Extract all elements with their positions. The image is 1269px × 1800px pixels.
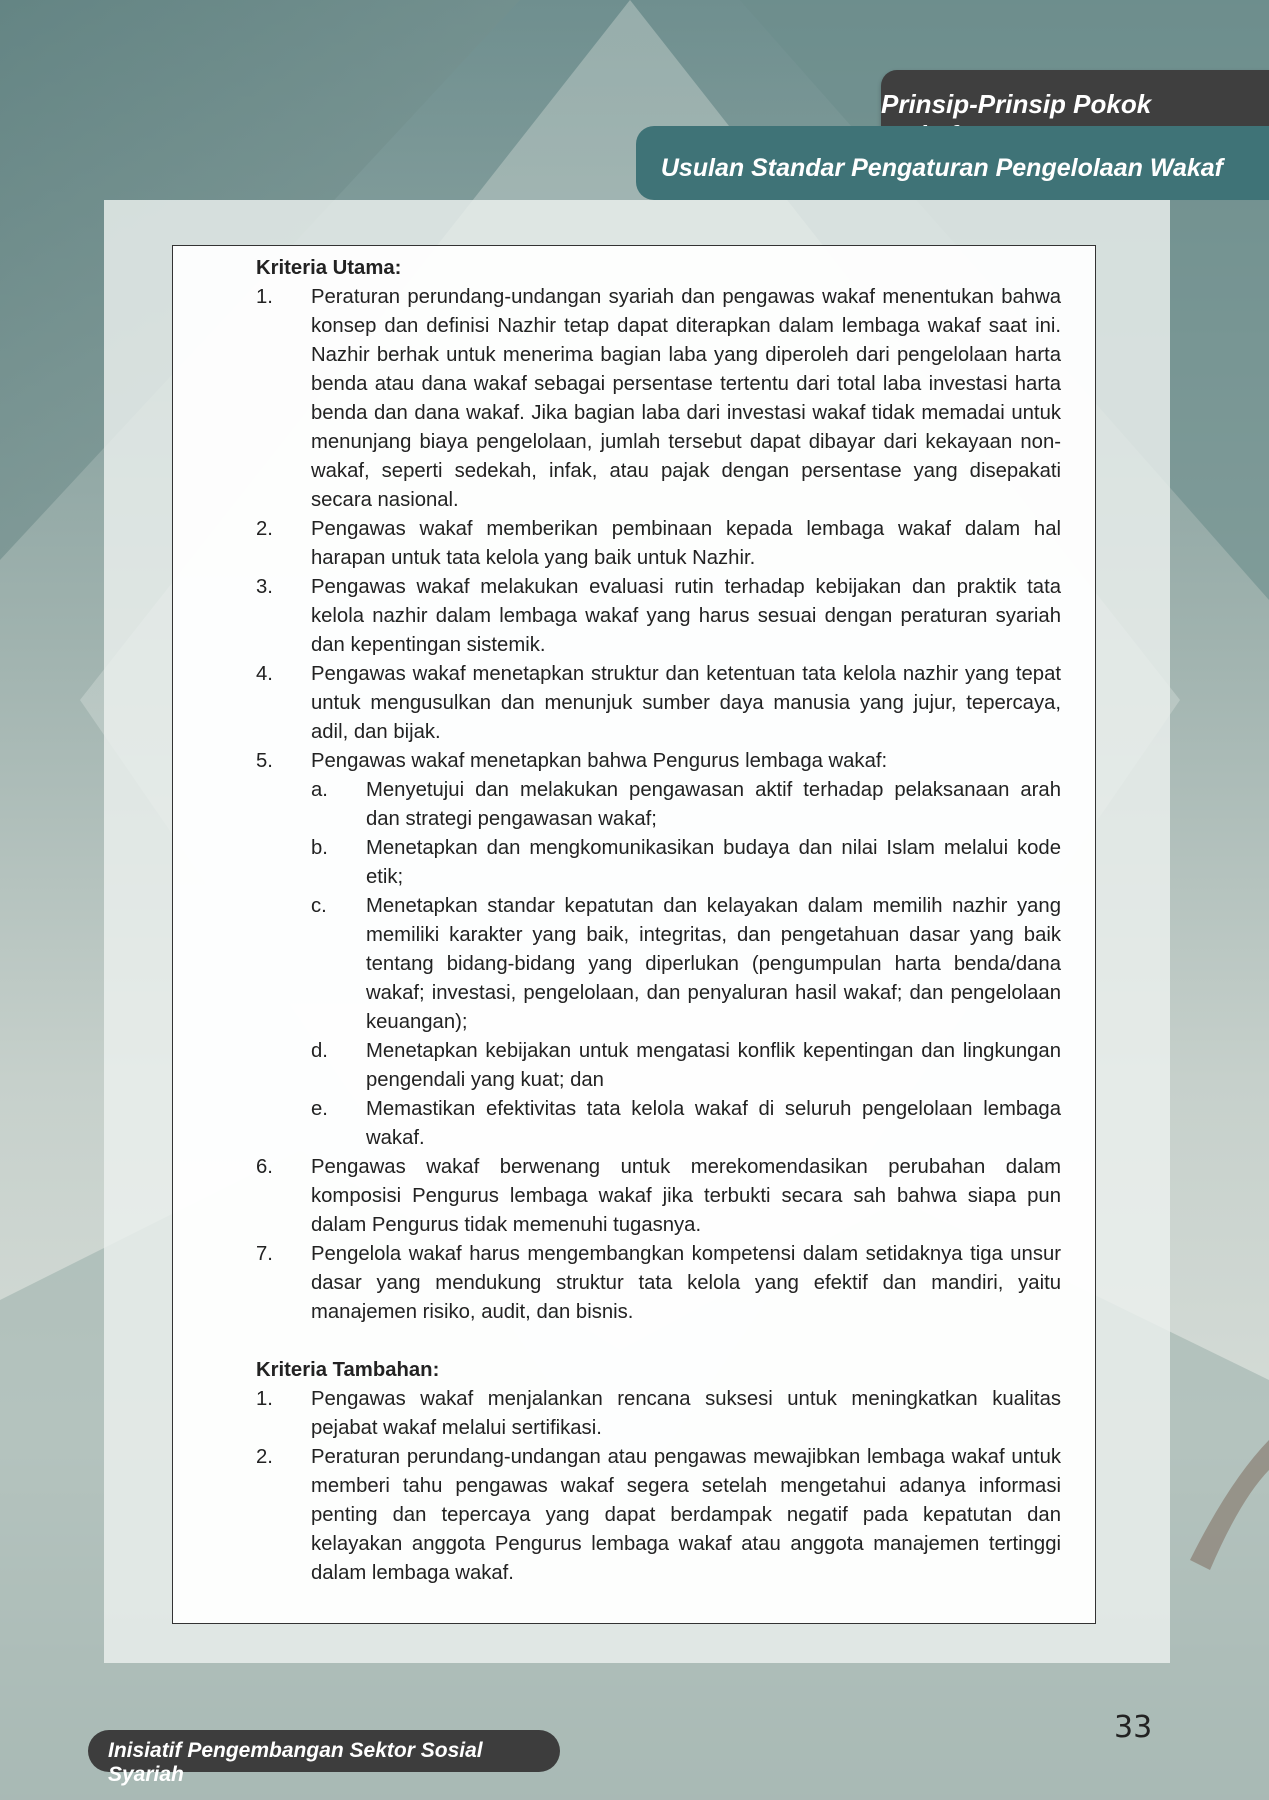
list-item — [256, 660, 1061, 747]
spacer — [256, 1327, 1061, 1356]
sub-list-letter: c. — [311, 895, 327, 917]
list-item — [256, 1240, 1061, 1327]
sub-list-item — [311, 776, 1061, 834]
criteria-content — [256, 254, 1061, 1588]
sub-list-item — [311, 1037, 1061, 1095]
chapter-title: Prinsip-Prinsip Pokok — [881, 89, 1152, 119]
list-text: Pengawas wakaf menjalankan rencana suksesi untuk meningkatkan kualitas pejabat wakaf melalui sertifikasi. — [311, 1388, 1061, 1439]
sub-list-text: Menyetujui dan melakukan pengawasan aktif terhadap pelaksanaan arah dan strategi pengawasan wakaf; — [366, 779, 1061, 830]
list-text: Pengawas wakaf menetapkan bahwa Pengurus lembaga wakaf: — [311, 750, 888, 772]
list-item — [256, 1153, 1061, 1240]
list-number: 5. — [256, 750, 273, 772]
additional-criteria-heading: Kriteria Tambahan: — [256, 1359, 440, 1381]
publication-title: Inisiatif Pengembangan Sektor Sosial Syariah — [108, 1739, 483, 1786]
list-text: Pengawas wakaf menetapkan struktur dan ketentuan tata kelola nazhir yang tepat untuk mengusulkan dan menunjuk sumber daya manusia yang jujur, tepercaya, adil, dan bijak. — [311, 663, 1061, 743]
sub-list-text: Menetapkan dan mengkomunikasikan budaya dan nilai Islam melalui kode etik; — [366, 837, 1061, 888]
sub-list-letter: a. — [311, 779, 328, 801]
publication-title-tab — [88, 1730, 560, 1786]
list-number: 1. — [256, 286, 273, 308]
list-item — [256, 283, 1061, 515]
sub-list — [311, 776, 1061, 1153]
sub-list-item — [311, 892, 1061, 1037]
list-item — [256, 1443, 1061, 1588]
sub-list-item — [311, 834, 1061, 892]
list-number: 2. — [256, 518, 273, 540]
sub-list-letter: d. — [311, 1040, 328, 1062]
list-number: 3. — [256, 576, 273, 598]
list-number: 1. — [256, 1388, 273, 1410]
page-number: 33 — [1114, 1710, 1153, 1745]
list-number: 4. — [256, 663, 273, 685]
sub-list-text: Memastikan efektivitas tata kelola wakaf di seluruh pengelolaan lembaga wakaf. — [366, 1098, 1061, 1149]
sub-list-text: Menetapkan kebijakan untuk mengatasi konflik kepentingan dan lingkungan pengendali yang kuat; dan — [366, 1040, 1061, 1091]
list-item — [256, 515, 1061, 573]
main-criteria-heading: Kriteria Utama: — [256, 257, 402, 279]
list-number: 7. — [256, 1243, 273, 1265]
list-text: Pengawas wakaf berwenang untuk merekomendasikan perubahan dalam komposisi Pengurus lembaga wakaf jika terbukti secara sah bahwa siapa pun dalam Pengurus tidak memenuhi tugasnya. — [311, 1156, 1061, 1236]
list-text: Peraturan perundang-undangan atau pengawas mewajibkan lembaga wakaf untuk memberi tahu pengawas wakaf segera setelah mengetahui adanya informasi penting dan tepercaya yang dapat berdampak negatif pada kepatutan dan kelayakan anggota Pengurus lembaga wakaf atau anggota manajemen tertinggi dalam lembaga wakaf. — [311, 1446, 1061, 1584]
sub-list-letter: b. — [311, 837, 328, 859]
list-text: Pengawas wakaf melakukan evaluasi rutin terhadap kebijakan dan praktik tata kelola nazhir dalam lembaga wakaf yang harus sesuai dengan peraturan syariah dan kepentingan sistemik. — [311, 576, 1061, 656]
list-item — [256, 1385, 1061, 1443]
list-text: Pengelola wakaf harus mengembangkan kompetensi dalam setidaknya tiga unsur dasar yang mendukung struktur tata kelola yang efektif dan mandiri, yaitu manajemen risiko, audit, dan bisnis. — [311, 1243, 1061, 1323]
sub-list-letter: e. — [311, 1098, 328, 1120]
list-number: 6. — [256, 1156, 273, 1178]
list-text: Peraturan perundang-undangan syariah dan pengawas wakaf menentukan bahwa konsep dan definisi Nazhir tetap dapat diterapkan dalam lembaga wakaf saat ini. Nazhir berhak untuk menerima bagian laba yang diperoleh dari pengelolaan harta benda atau dana wakaf sebagai persentase tertentu dari total laba investasi harta benda dan dana wakaf. Jika bagian laba dari investasi wakaf tidak memadai untuk menunjang biaya pengelolaan, jumlah tersebut dapat dibayar dari kekayaan non-wakaf, seperti sedekah, infak, atau pajak dengan persentase yang disepakati secara nasional. — [311, 286, 1061, 511]
section-title: Usulan Standar Pengaturan Pengelolaan Wakaf — [660, 154, 1223, 182]
list-item — [256, 573, 1061, 660]
section-title-tab — [636, 126, 1269, 200]
list-text: Pengawas wakaf memberikan pembinaan kepada lembaga wakaf dalam hal harapan untuk tata kelola yang baik untuk Nazhir. — [311, 518, 1061, 569]
list-item — [256, 747, 1061, 776]
sub-list-text: Menetapkan standar kepatutan dan kelayakan dalam memilih nazhir yang memiliki karakter yang baik, integritas, dan pengetahuan dasar yang baik tentang bidang-bidang yang diperlukan (pengumpulan harta benda/dana wakaf; investasi, pengelolaan, dan penyaluran hasil wakaf; dan pengelolaan keuangan); — [366, 895, 1061, 1033]
sub-list-item — [311, 1095, 1061, 1153]
list-number: 2. — [256, 1446, 273, 1468]
